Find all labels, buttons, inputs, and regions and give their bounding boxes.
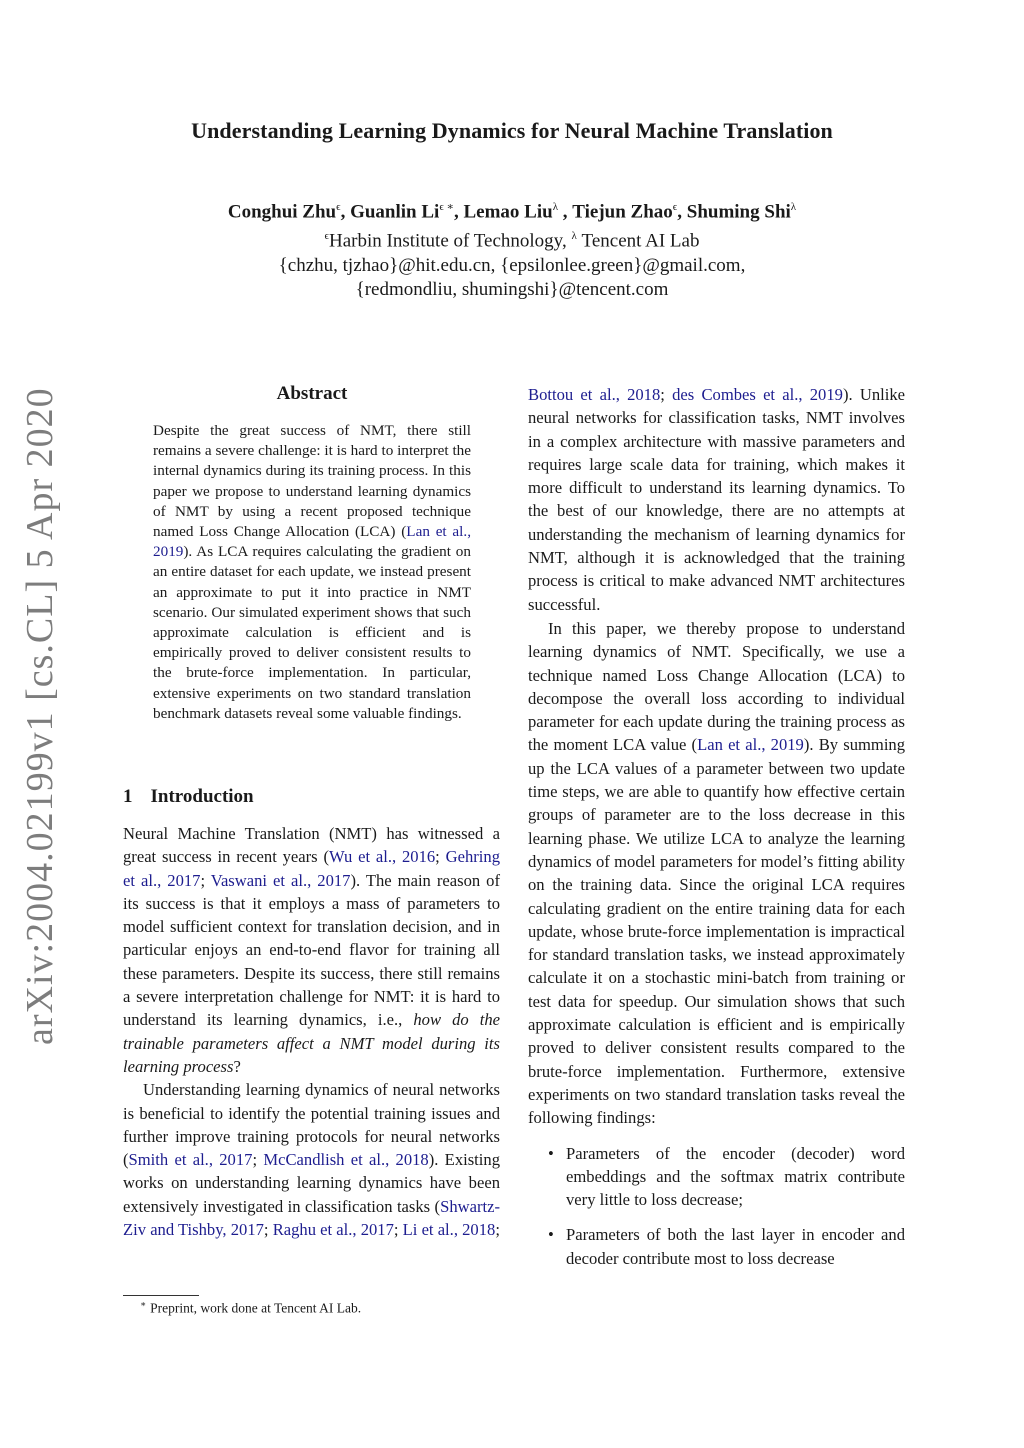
text: Understanding learning dynamics of neural networks is beneficial to identify the potential training issues and further improve training protocols for neural networks (	[123, 1080, 500, 1170]
text: ;	[200, 870, 211, 890]
text: ). By summing up the LCA values of a parameter between two update time steps, we are able to quantify how effective certain groups of parameter are to the loss decrease in this learning phase. We utilize LCA to analyze the learning dynamics of model parameters for model’s fitting ability on the training data. Since the original LCA requires calculating gradient on the entire training data for each update, whose brute-force implementation is impractical for standard translation tasks, we instead approximately calculate it on a stochastic mini-batch from training or test data for speedup. Our simulation shows that such approximate calculation is efficient and is empirically proved to deliver consistent results compared to the brute-force implementation. Furthermore, extensive experiments on two standard translation tasks reveal the following findings:	[528, 735, 906, 1128]
author-names: Conghui Zhu$^\epsilon$, Guanlin $Li^{\epsilon ∗}$, Lemao Liu$^\lambda$ , Tiejun Zhao$^\epsilon$, Shuming Shi$^\lambda$	[227, 201, 797, 223]
footnote-rule	[123, 1295, 199, 1296]
text: ;	[660, 385, 673, 404]
affiliation-mark: ϵ	[324, 230, 329, 243]
text: ;	[393, 1220, 403, 1240]
citation-link[interactable]: Lan et al., 2019	[697, 735, 804, 755]
finding-text: Parameters of both the last layer in encoder and decoder contribute most to loss decrease	[566, 1225, 905, 1268]
section-title: Introduction	[150, 786, 254, 807]
left-column	[123, 822, 500, 1241]
emails-line-1: {chzhu, tjzhao}@hit.edu.cn, {epsilonlee.green}@gmail.com,	[278, 254, 746, 276]
author-name: Shuming Shi	[686, 201, 791, 223]
text: ;	[495, 1220, 500, 1240]
author-name: Lemao Liu	[463, 201, 553, 223]
affiliations	[0, 224, 1024, 253]
abstract-text: ). As LCA requires calculating the gradient on an entire dataset for each update, we instead present an approximate to put it into practice in NMT scenario. Our simulated experiment shows that such approximate calculation is efficient and is empirically proved to deliver consistent results to the brute-force implementation. In particular, extensive experiments on two standard translation benchmark datasets reveal some valuable findings.	[153, 543, 471, 722]
affiliation-tencent: Tencent AI Lab	[576, 230, 700, 252]
footnote-text: Preprint, work done at Tencent AI Lab.	[150, 1300, 362, 1316]
text: In this paper, we thereby propose to understand learning dynamics of NMT. Specifically, we use a technique named Loss Change Allocation (LCA) to decompose the overall loss according to individual parameter for each update during the training process as the moment LCA value (	[528, 618, 905, 755]
author-block	[0, 195, 1024, 302]
paragraph	[528, 383, 905, 616]
text: ). Existing works on understanding learning dynamics have been extensively investigated in classification tasks (	[123, 1150, 500, 1216]
affiliation-mark: ϵ	[672, 201, 678, 213]
list-item	[528, 1142, 905, 1212]
paragraph	[528, 617, 905, 1130]
list-item	[528, 1223, 905, 1270]
citation-link[interactable]: Lan et al., 2019	[153, 523, 471, 561]
affiliation-mark: λ	[790, 201, 797, 213]
footnote	[140, 1299, 361, 1317]
text: Neural Machine Translation (NMT) has witnessed a great success in recent years (	[123, 824, 500, 867]
affiliation-mark: λ	[552, 201, 559, 213]
citation-link[interactable]: Gehring et al., 2017	[123, 847, 500, 890]
findings-list	[528, 1142, 905, 1270]
footnote-mark: ∗	[140, 1299, 147, 1309]
text: ;	[435, 847, 446, 867]
paragraph	[123, 1078, 500, 1241]
bullet-icon: •	[548, 1225, 554, 1245]
emphasis: how do the trainable parameters affect a NMT model during its learning process	[123, 1010, 500, 1076]
section-number: 1	[123, 786, 133, 807]
affiliation-mark: λ	[571, 230, 577, 243]
author-name: Guanlin Li	[350, 201, 440, 223]
citation-link[interactable]: Bottou et al., 2018	[528, 385, 661, 404]
text: ?	[233, 1056, 241, 1076]
emails-line-2: {redmondliu, shumingshi}@tencent.com	[355, 278, 669, 300]
author-name: Conghui Zhu	[227, 201, 337, 223]
paragraph	[123, 822, 500, 1078]
affiliation-mark: ϵ ∗	[439, 201, 454, 213]
citation-link[interactable]: Raghu et al., 2017	[272, 1220, 394, 1240]
text: ;	[252, 1150, 264, 1170]
citation-link[interactable]: McCandlish et al., 2018	[263, 1150, 429, 1170]
abstract-text: Despite the great success of NMT, there still remains a severe challenge: it is hard to interpret the internal dynamics during its training process. In this paper we propose to understand learning dynamics of NMT by using a recent proposed technique named Loss Change Allocation (LCA) (	[153, 422, 471, 541]
abstract-heading: Abstract	[276, 383, 348, 404]
text: ). Unlike neural networks for classification tasks, NMT involves in a complex architecture with massive parameters and requires large scale data for training, which makes it more difficult to understand its learning dynamics. To the best of our knowledge, there are no attempts at understanding the mechanism of learning dynamics for NMT, although it is acknowledged that the training process is critical to make advanced NMT architectures successful.	[528, 385, 906, 614]
right-column	[528, 383, 905, 1270]
text: ). The main reason of its success is that it employs a mass of parameters to model sufficient context for translation decision, and in particular enjoys an end-to-end flavor for training all these parameters. Despite its success, there still remains a severe interpretation challenge for NMT: it is hard to understand its learning dynamics, i.e.,	[123, 870, 501, 1030]
affiliation-mark: ϵ	[336, 201, 341, 213]
bullet-icon: •	[548, 1143, 554, 1163]
citation-link[interactable]: Vaswani et al., 2017	[210, 870, 351, 890]
affiliation-hit: Harbin Institute of Technology,	[328, 230, 572, 252]
section-heading-introduction	[123, 786, 254, 808]
citation-link[interactable]: des Combes et al., 2019	[672, 385, 843, 404]
text: ;	[263, 1220, 273, 1240]
abstract-body	[153, 421, 471, 724]
paper-title: Understanding Learning Dynamics for Neural Machine Translation	[191, 118, 833, 143]
author-name: Tiejun Zhao	[572, 201, 673, 223]
arxiv-stamp: arXiv:2004.02199v1 [cs.CL] 5 Apr 2020	[19, 387, 61, 1045]
citation-link[interactable]: Wu et al., 2016	[328, 847, 436, 867]
citation-link[interactable]: Shwartz-Ziv and Tishby, 2017	[123, 1196, 500, 1240]
citation-link[interactable]: Li et al., 2018	[402, 1220, 496, 1240]
citation-link[interactable]: Smith et al., 2017	[128, 1150, 253, 1170]
finding-text: Parameters of the encoder (decoder) word embeddings and the softmax matrix contribute very little to loss decrease;	[566, 1143, 905, 1210]
